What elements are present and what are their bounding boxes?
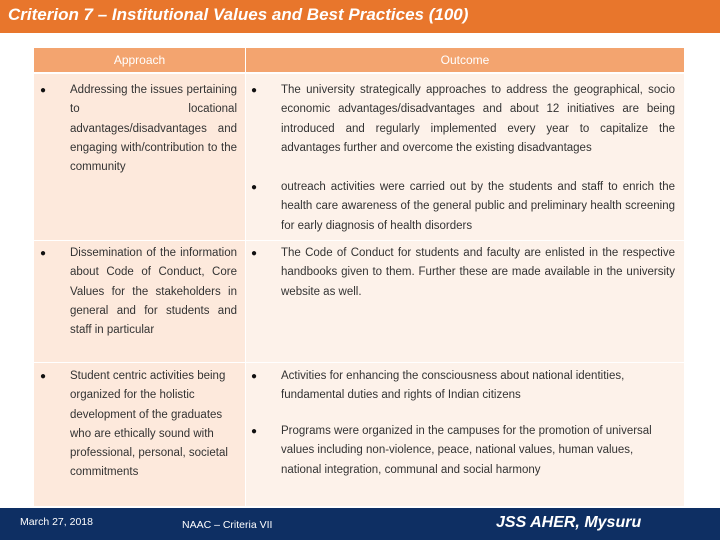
- header-outcome: Outcome: [246, 48, 684, 72]
- row-divider: [34, 362, 684, 363]
- row-divider: [34, 240, 684, 241]
- outcome-text: outreach activities were carried out by the students and staff to enrich the health care awareness of the general public and preliminary health screening for early diagnosis of health disorders: [281, 181, 675, 232]
- outcome-text: The university strategically approaches to address the geographical, socio economic advantages/disadvantages and about 12 initiatives are being introduced and regularly implemented every year to capitalize the advantages further and overcome the existing disadvantages: [281, 84, 675, 154]
- footer-bar: [0, 508, 720, 540]
- footer-institution: JSS AHER, Mysuru: [496, 514, 642, 531]
- bullet-icon: ●: [40, 248, 47, 259]
- outcome-text: Programs were organized in the campuses for the promotion of universal values including non-violence, peace, national values, human values, national integration, communal and social harmony: [281, 425, 652, 476]
- footer-criteria: NAAC – Criteria VII: [182, 519, 273, 531]
- page-title: Criterion 7 – Institutional Values and Best Practices (100): [8, 5, 469, 24]
- bullet-icon: ●: [251, 371, 258, 382]
- approach-text: Dissemination of the information about Code of Conduct, Core Values for the stakeholders in general and for students and staff in particular: [70, 247, 237, 337]
- outcome-item: [251, 244, 675, 302]
- approach-text: Addressing the issues pertaining to locational advantages/disadvantages and engaging with/contribution to the community: [70, 84, 237, 174]
- outcome-text: The Code of Conduct for students and faculty are enlisted in the respective handbooks given to them. Further these are made available in the university website as well.: [281, 247, 675, 298]
- bullet-icon: ●: [40, 85, 47, 96]
- footer-date: March 27, 2018: [20, 516, 93, 528]
- outcome-item: [251, 422, 675, 480]
- header-approach: Approach: [34, 48, 245, 72]
- outcome-item: [251, 81, 675, 158]
- table-header: [34, 48, 684, 72]
- bullet-icon: ●: [40, 371, 47, 382]
- approach-item: [40, 81, 237, 177]
- outcome-item: [251, 178, 675, 236]
- bullet-icon: ●: [251, 85, 258, 96]
- bullet-icon: ●: [251, 182, 258, 193]
- approach-text: Student centric activities being organized for the holistic development of the graduates who are ethically sound with professional, personal, societal commitments: [70, 370, 228, 479]
- approach-item: [40, 244, 237, 340]
- outcome-text: Activities for enhancing the consciousness about national identities, fundamental duties and rights of Indian citizens: [281, 370, 625, 402]
- outcome-item: [251, 367, 675, 406]
- bullet-icon: ●: [251, 426, 258, 437]
- approach-item: [40, 367, 237, 483]
- title-bar: [0, 0, 720, 33]
- bullet-icon: ●: [251, 248, 258, 259]
